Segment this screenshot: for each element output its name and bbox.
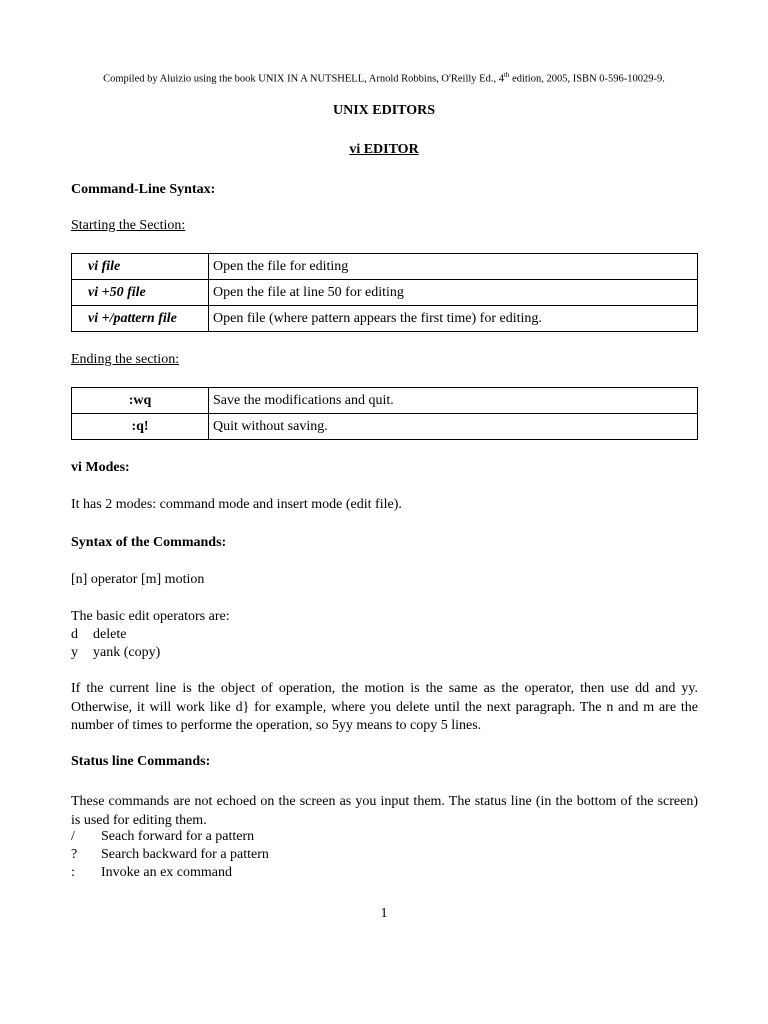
status-heading: Status line Commands: xyxy=(71,754,211,769)
list-item xyxy=(71,645,160,661)
command-cell: vi +/pattern file xyxy=(72,306,209,332)
syntax-heading: Syntax of the Commands: xyxy=(71,535,227,550)
list-item xyxy=(71,847,269,863)
header-citation xyxy=(0,71,768,85)
document-title: UNIX EDITORS xyxy=(332,103,436,118)
modes-text: It has 2 modes: command mode and insert mode (edit file). xyxy=(71,497,402,512)
command-cell: vi file xyxy=(72,254,209,280)
command-line-heading: Command-Line Syntax: xyxy=(71,182,216,197)
operator-desc: delete xyxy=(93,627,127,642)
header-text-end: edition, 2005, ISBN 0-596-10029-9. xyxy=(509,73,665,85)
table-row xyxy=(72,306,698,332)
table-row xyxy=(72,414,698,440)
description-cell: Open file (where pattern appears the first time) for editing. xyxy=(209,306,698,332)
status-desc: Invoke an ex command xyxy=(101,865,233,880)
document-subtitle: vi EDITOR xyxy=(349,142,419,157)
starting-table xyxy=(71,253,698,332)
description-cell: Save the modifications and quit. xyxy=(209,388,698,414)
syntax-text: [n] operator [m] motion xyxy=(71,572,205,587)
table-row xyxy=(72,254,698,280)
list-item xyxy=(71,865,232,881)
command-cell: vi +50 file xyxy=(72,280,209,306)
operator-key: y xyxy=(71,645,78,660)
description-cell: Open the file at line 50 for editing xyxy=(209,280,698,306)
command-cell: :wq xyxy=(72,388,209,414)
header-superscript: th xyxy=(503,71,510,79)
modes-heading: vi Modes: xyxy=(71,460,130,475)
status-desc: Search backward for a pattern xyxy=(101,847,269,862)
list-item xyxy=(71,829,254,845)
command-cell: :q! xyxy=(72,414,209,440)
ending-heading: Ending the section: xyxy=(71,352,180,367)
status-key: ? xyxy=(71,847,78,862)
page-number: 1 xyxy=(380,906,388,921)
description-cell: Open the file for editing xyxy=(209,254,698,280)
description-cell: Quit without saving. xyxy=(209,414,698,440)
starting-heading: Starting the Section: xyxy=(71,218,186,233)
status-key: : xyxy=(71,865,75,880)
operator-key: d xyxy=(71,627,78,642)
table-row xyxy=(72,388,698,414)
operator-desc: yank (copy) xyxy=(93,645,161,660)
status-desc: Seach forward for a pattern xyxy=(101,829,255,844)
status-paragraph: These commands are not echoed on the screen as you input them. The status line (in the bottom of the screen) is used for editing them. xyxy=(71,794,698,828)
header-text: Compiled by Aluizio using the book UNIX IN A NUTSHELL, Arnold Robbins, O'Reilly Ed., 4 xyxy=(103,73,504,85)
list-item xyxy=(71,627,126,643)
operation-paragraph: If the current line is the object of operation, the motion is the same as the operator, then use dd and yy. Otherwise, it will work like d} for example, where you delete until the next paragraph. The n and m are the number of times to performe the operation, so 5yy means to copy 5 lines. xyxy=(71,681,698,733)
operators-intro: The basic edit operators are: xyxy=(71,609,230,624)
table-row xyxy=(72,280,698,306)
status-key: / xyxy=(71,829,75,844)
ending-table xyxy=(71,387,698,440)
